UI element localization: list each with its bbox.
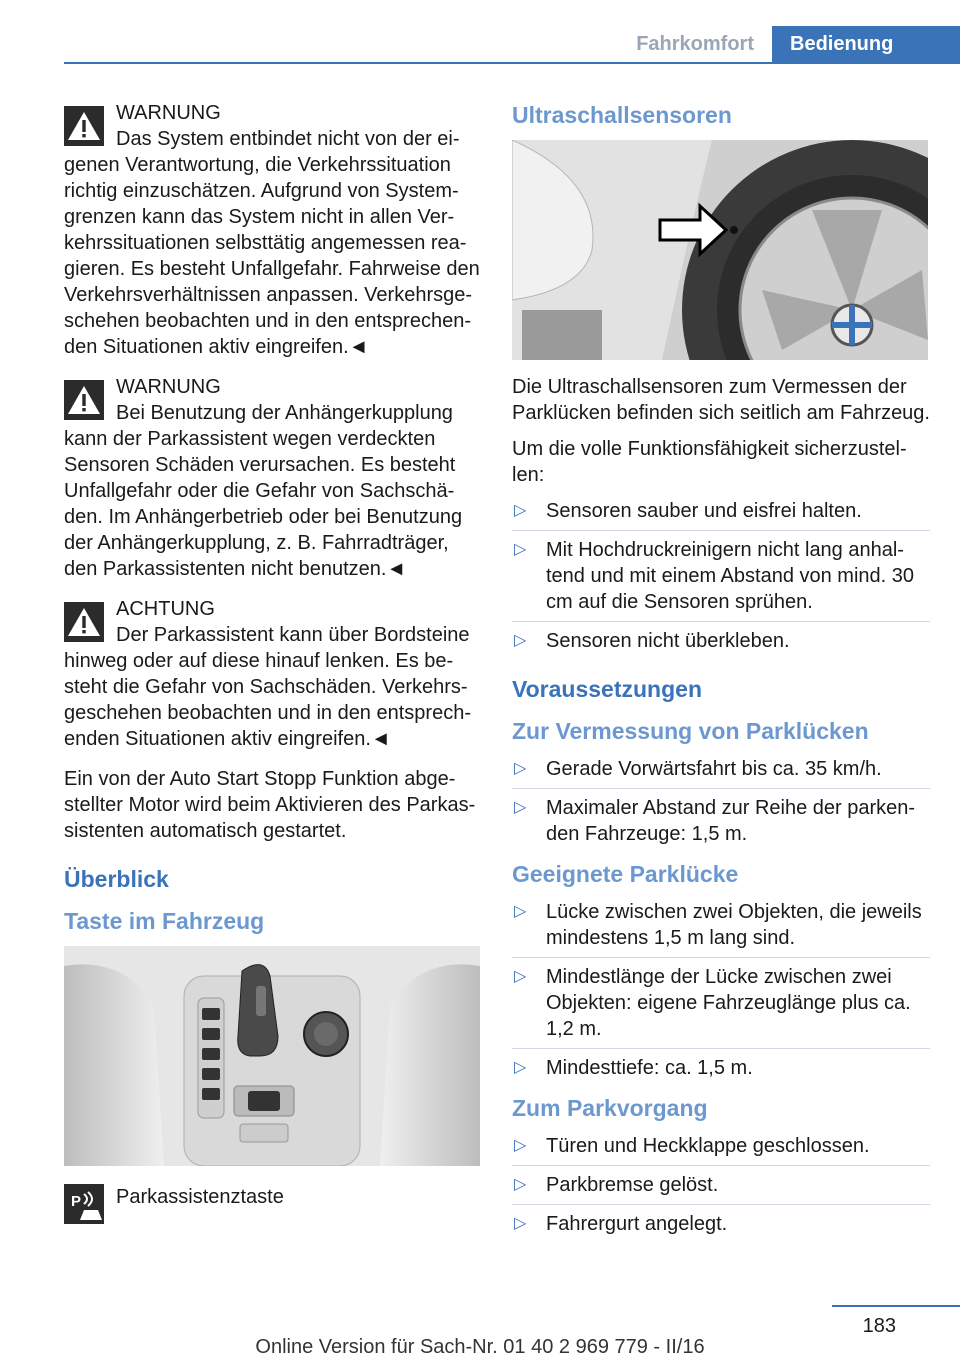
footer-rule <box>832 1305 960 1307</box>
bullet-icon: ▷ <box>514 632 527 649</box>
section-heading-prerequisites: Voraussetzungen <box>512 676 702 702</box>
bullet-icon: ▷ <box>514 1059 527 1076</box>
tab-bedienung[interactable]: Bedienung <box>772 26 960 62</box>
list-item: ▷ Lücke zwischen zwei Objekten, die jeweils mindestens 1,5 m lang sind. <box>514 901 922 949</box>
divider <box>512 530 930 531</box>
tab-fahrkomfort[interactable]: Fahrkomfort <box>636 33 754 55</box>
suitable-space-list <box>512 899 930 1081</box>
list-item: ▷ Türen und Heckklappe geschlossen. <box>514 1135 870 1157</box>
right-column <box>512 100 930 1249</box>
subheading-measurement: Zur Vermessung von Parklücken <box>512 718 869 744</box>
warning-text-2: Bei Benutzung der Anhängerkupplung kann der Parkassistent wegen verdeckten Sensoren Schäden verursachen. Es besteht Unfallgefahr oder die Gefahr von Sachschä-den. Im Anhängerbetrieb oder bei Benutzung der Anhängerkupplung, z. B. Fahrradträger, den Parkassistenten nicht benutzen.◄ <box>64 402 463 580</box>
svg-text:P: P <box>71 1193 82 1210</box>
warning-triangle-icon <box>64 380 104 420</box>
list-item: ▷ Mindestlänge der Lücke zwischen zwei Objekten: eigene Fahrzeuglänge plus ca. 1,2 m. <box>514 966 911 1040</box>
button-caption <box>64 1184 480 1228</box>
caution-title: ACHTUNG <box>116 598 215 620</box>
bullet-icon: ▷ <box>514 1176 527 1193</box>
warning-block-1 <box>64 100 480 360</box>
list-item: ▷ Sensoren nicht überkleben. <box>514 630 790 652</box>
divider <box>512 1165 930 1166</box>
divider <box>512 1204 930 1205</box>
button-caption-text: Parkassistenztaste <box>116 1186 284 1208</box>
list-item: ▷ Fahrergurt angelegt. <box>514 1213 728 1235</box>
bullet-icon: ▷ <box>514 1137 527 1154</box>
warning-block-2 <box>64 374 480 582</box>
list-item: ▷ Mindesttiefe: ca. 1,5 m. <box>514 1057 753 1079</box>
warning-title-2: WARNUNG <box>116 376 221 398</box>
header-rule <box>64 62 960 64</box>
auto-start-stop-paragraph: Ein von der Auto Start Stopp Funktion abge-stellter Motor wird beim Aktivieren des Parkas-sistenten automatisch gestartet. <box>64 768 476 842</box>
footer-text: Online Version für Sach-Nr. 01 40 2 969 779 - II/16 <box>255 1336 705 1358</box>
bullet-icon: ▷ <box>514 1215 527 1232</box>
center-console-image <box>64 946 480 1166</box>
subheading-button: Taste im Fahrzeug <box>64 908 265 934</box>
subheading-ultrasonic-sensors: Ultraschallsensoren <box>512 102 732 128</box>
page-number: 183 <box>862 1315 896 1337</box>
bullet-icon: ▷ <box>514 968 527 985</box>
divider <box>512 621 930 622</box>
list-item: ▷ Maximaler Abstand zur Reihe der parken-den Fahrzeuge: 1,5 m. <box>514 797 916 845</box>
left-column <box>64 100 480 1228</box>
ultrasonic-sensor-image <box>512 140 928 360</box>
sensor-care-list <box>512 498 930 654</box>
sensors-location-text: Die Ultraschallsensoren zum Vermessen der Parklücken befinden sich seitlich am Fahrzeug. <box>512 376 930 424</box>
warning-title-1: WARNUNG <box>116 102 221 124</box>
bullet-icon: ▷ <box>514 799 527 816</box>
subheading-suitable-space: Geeignete Parklücke <box>512 861 739 887</box>
list-item: ▷ Sensoren sauber und eisfrei halten. <box>514 500 862 522</box>
subheading-parking-procedure: Zum Parkvorgang <box>512 1095 708 1121</box>
bullet-icon: ▷ <box>514 502 527 519</box>
parking-procedure-list <box>512 1133 930 1237</box>
divider <box>512 957 930 958</box>
bullet-icon: ▷ <box>514 760 527 777</box>
sensors-care-intro: Um die volle Funktionsfähigkeit sicherzustel-len: <box>512 438 907 486</box>
list-item: ▷ Parkbremse gelöst. <box>514 1174 719 1196</box>
measurement-list <box>512 756 930 847</box>
warning-triangle-icon <box>64 106 104 146</box>
caution-text: Der Parkassistent kann über Bordsteine hinweg oder auf diese hinauf lenken. Es be-steht die Gefahr von Sachschäden. Verkehrs-geschehen beobachten und in den entsprech-enden Situationen aktiv eingreifen.◄ <box>64 624 471 750</box>
warning-triangle-icon <box>64 602 104 642</box>
header-tabs <box>618 26 960 62</box>
caution-block <box>64 596 480 752</box>
divider <box>512 788 930 789</box>
list-item: ▷ Gerade Vorwärtsfahrt bis ca. 35 km/h. <box>514 758 882 780</box>
bullet-icon: ▷ <box>514 541 527 558</box>
divider <box>512 1048 930 1049</box>
section-heading-overview: Überblick <box>64 866 169 892</box>
bullet-icon: ▷ <box>514 903 527 920</box>
list-item: ▷ Mit Hochdruckreinigern nicht lang anhal-tend und mit einem Abstand von mind. 30 cm auf die Sensoren sprühen. <box>514 539 915 613</box>
warning-text-1: Das System entbindet nicht von der ei-genen Verantwortung, die Verkehrssituation richtig einzuschätzen. Aufgrund von System-grenzen kann das System nicht in allen Ver-kehrssituationen selbsttätig angemessen rea-gieren. Es besteht Unfallgefahr. Fahrweise den Verkehrsverhältnissen anpassen. Verkehrsge-schehen beobachten und in den entsprechen-den Situationen aktiv eingreifen.◄ <box>64 128 480 358</box>
park-assist-button-icon <box>64 1184 104 1224</box>
